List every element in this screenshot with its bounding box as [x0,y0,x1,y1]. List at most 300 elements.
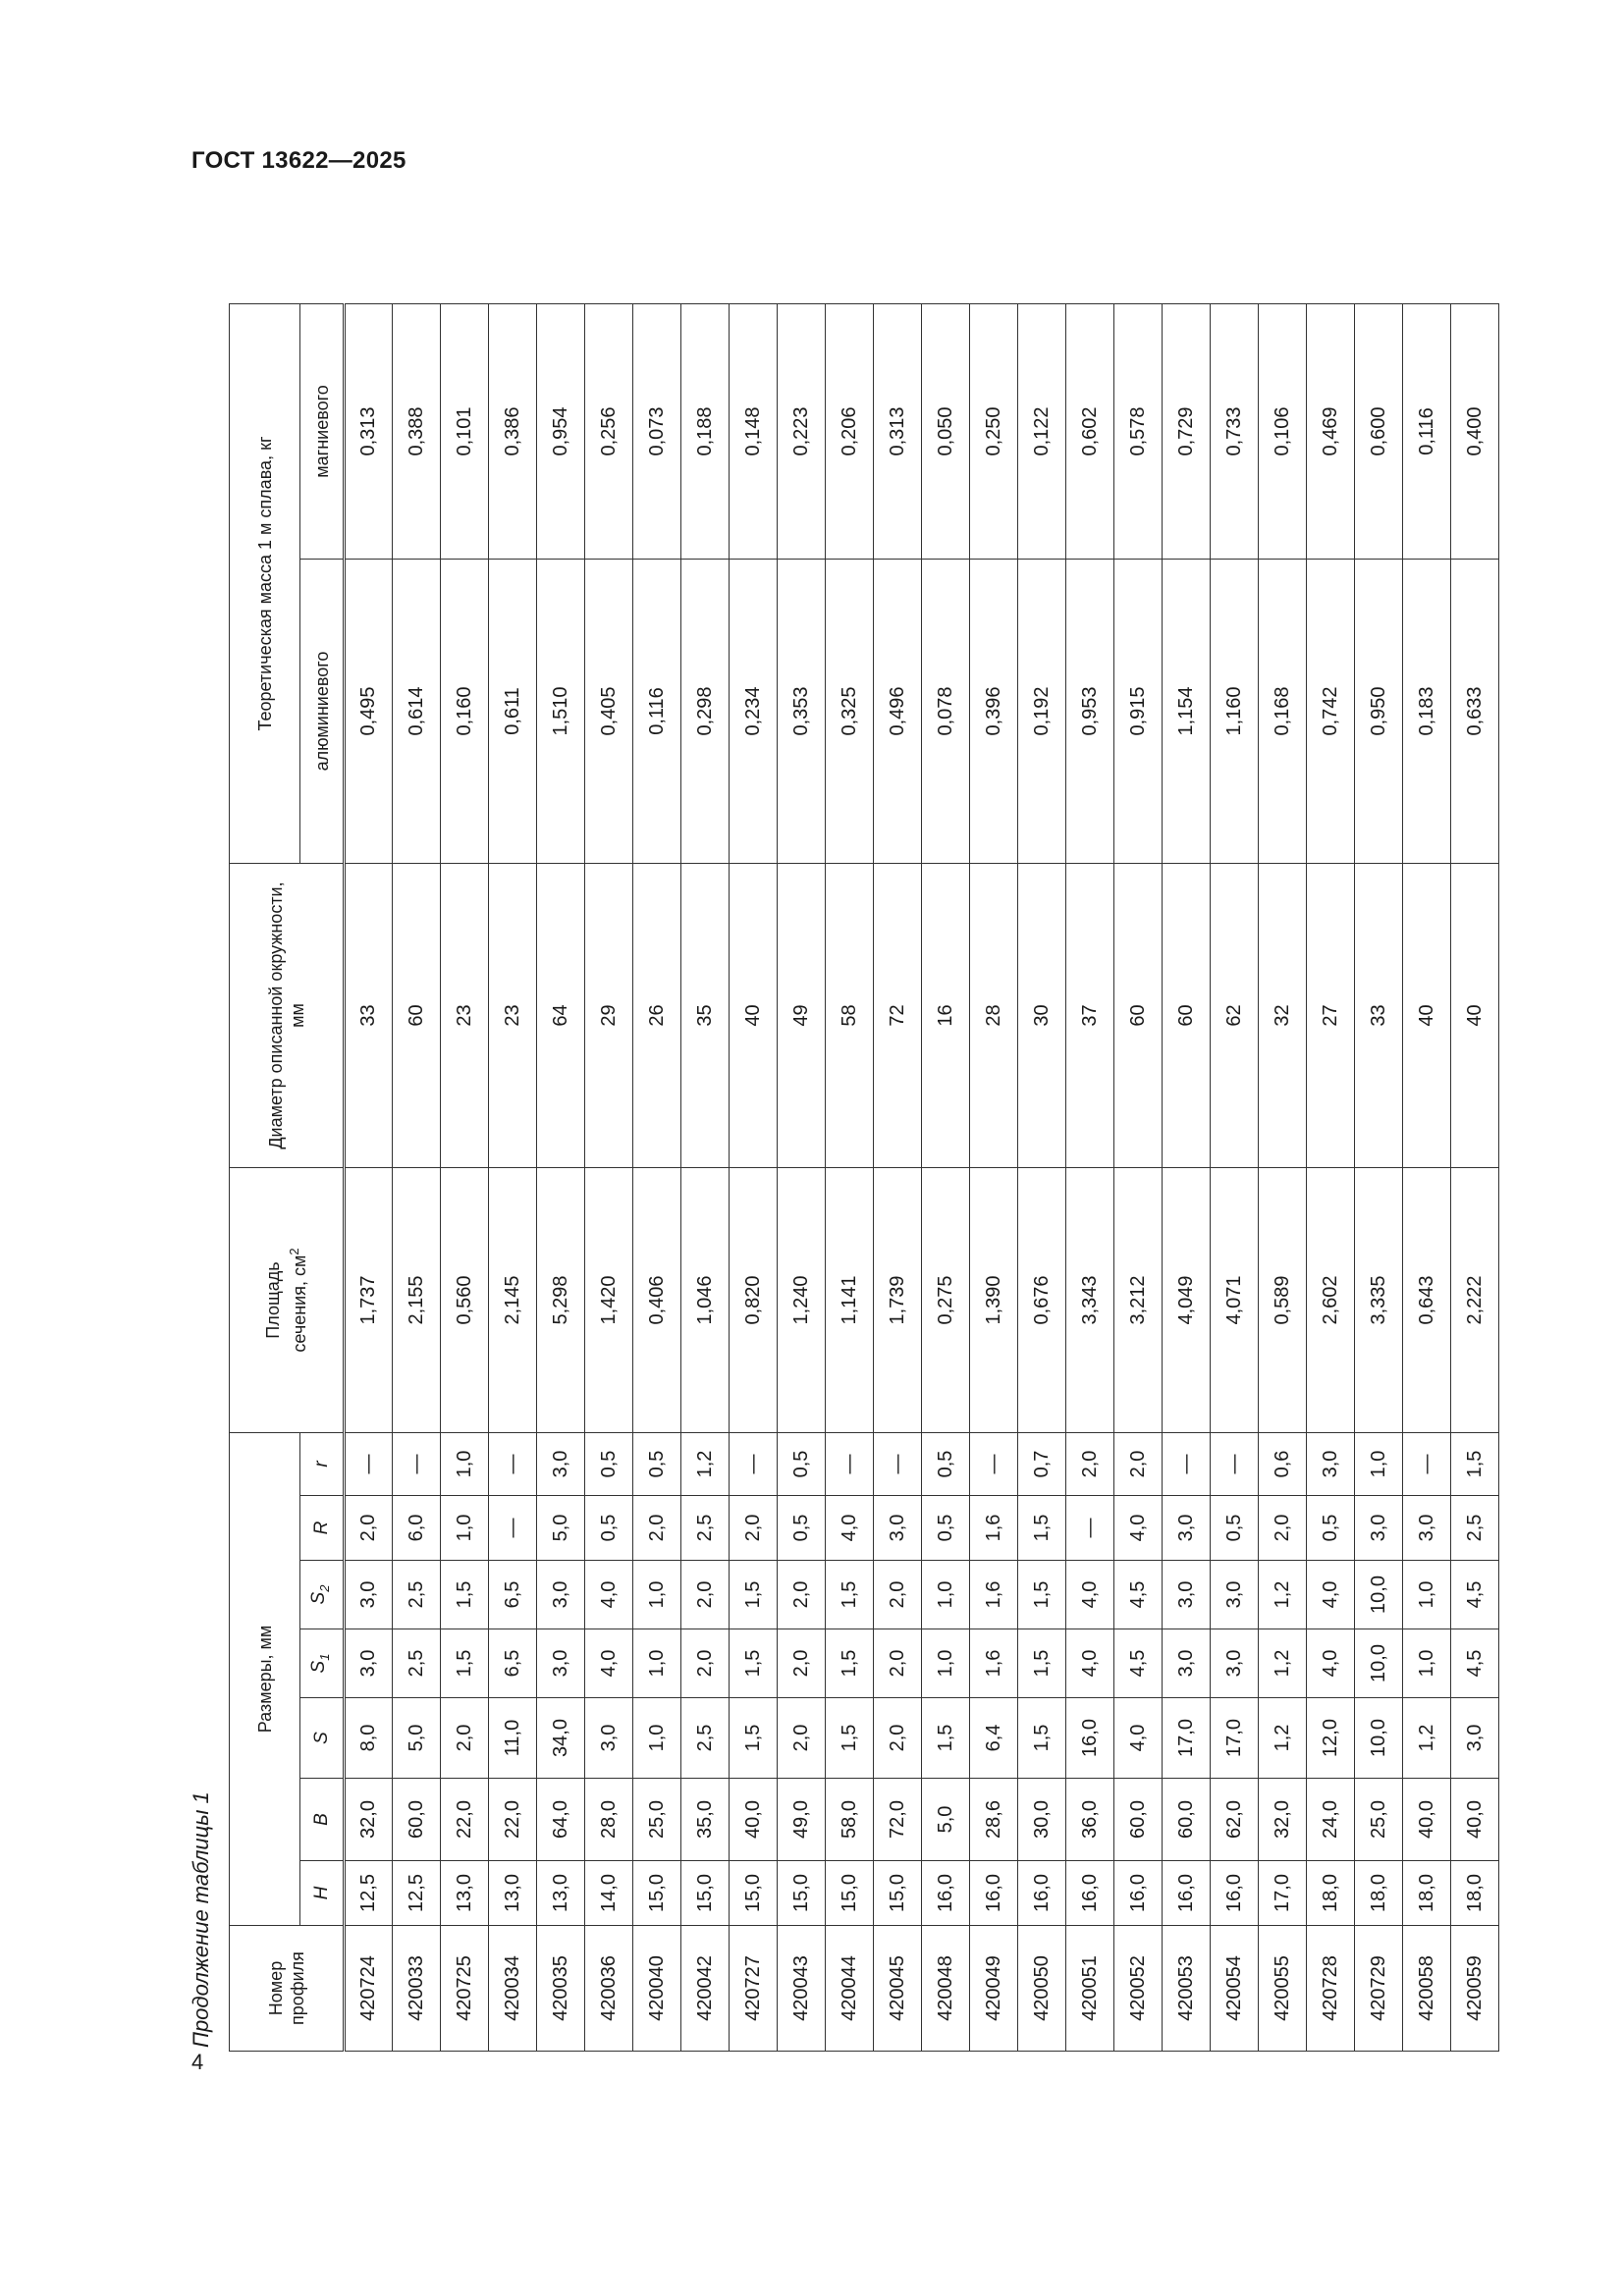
cell-S1: 2,0 [874,1629,922,1698]
cell-S2: 2,5 [393,1561,441,1629]
cell-S1: 4,5 [1451,1629,1499,1698]
cell-section-area: 2,145 [489,1168,537,1433]
table-row [1114,303,1163,2051]
cell-S2: 1,2 [1259,1561,1307,1629]
cell-mass-aluminum: 0,611 [489,560,537,864]
cell-S: 4,0 [1114,1698,1163,1779]
cell-mass-magnesium: 0,578 [1114,303,1163,559]
cell-S2: 1,5 [730,1561,778,1629]
cell-S: 2,0 [441,1698,489,1779]
cell-r: — [1211,1433,1259,1496]
cell-profile-number: 420051 [1066,1926,1114,2052]
cell-H: 15,0 [874,1861,922,1926]
cell-mass-aluminum: 0,742 [1307,560,1355,864]
cell-profile-number: 420036 [585,1926,633,2052]
cell-S1: 4,0 [1066,1629,1114,1698]
cell-profile-number: 420045 [874,1926,922,2052]
table-row [1403,303,1451,2051]
cell-section-area: 3,343 [1066,1168,1114,1433]
cell-R: 4,0 [826,1496,874,1561]
cell-profile-number: 420033 [393,1926,441,2052]
cell-R: 2,0 [345,1496,393,1561]
cell-profile-number: 420059 [1451,1926,1499,2052]
table-row [489,303,537,2051]
header-S2-base: S [307,1591,329,1605]
table-row [826,303,874,2051]
cell-r: 0,5 [585,1433,633,1496]
cell-R: 3,0 [1403,1496,1451,1561]
cell-section-area: 5,298 [537,1168,585,1433]
cell-S1: 4,0 [585,1629,633,1698]
cell-profile-number: 420043 [778,1926,826,2052]
cell-profile-number: 420049 [970,1926,1018,2052]
cell-diameter: 29 [585,864,633,1168]
cell-B: 5,0 [922,1779,970,1861]
cell-S: 17,0 [1163,1698,1211,1779]
cell-profile-number: 420044 [826,1926,874,2052]
cell-r: 0,5 [633,1433,681,1496]
cell-section-area: 0,275 [922,1168,970,1433]
table-row [874,303,922,2051]
table-row [1066,303,1114,2051]
cell-profile-number: 420035 [537,1926,585,2052]
cell-H: 13,0 [489,1861,537,1926]
cell-mass-magnesium: 0,101 [441,303,489,559]
cell-mass-aluminum: 0,915 [1114,560,1163,864]
table-row [730,303,778,2051]
cell-mass-aluminum: 0,234 [730,560,778,864]
cell-S2: 4,5 [1114,1561,1163,1629]
cell-section-area: 1,420 [585,1168,633,1433]
cell-S: 1,5 [826,1698,874,1779]
cell-mass-magnesium: 0,313 [345,303,393,559]
cell-H: 12,5 [393,1861,441,1926]
cell-S1: 1,0 [633,1629,681,1698]
header-aluminum: алюминиевого [300,560,345,864]
cell-H: 13,0 [537,1861,585,1926]
cell-S1: 4,0 [1307,1629,1355,1698]
cell-H: 16,0 [1114,1861,1163,1926]
cell-B: 28,0 [585,1779,633,1861]
cell-mass-magnesium: 0,386 [489,303,537,559]
cell-S2: 3,0 [345,1561,393,1629]
header-r: r [300,1433,345,1496]
cell-profile-number: 420727 [730,1926,778,2052]
cell-diameter: 23 [489,864,537,1168]
cell-diameter: 40 [1451,864,1499,1168]
cell-R: 0,5 [1307,1496,1355,1561]
table-row [633,303,681,2051]
cell-diameter: 40 [730,864,778,1168]
cell-profile-number: 420728 [1307,1926,1355,2052]
cell-S: 8,0 [345,1698,393,1779]
cell-profile-number: 420055 [1259,1926,1307,2052]
header-S2 [300,1561,345,1629]
cell-mass-aluminum: 0,078 [922,560,970,864]
cell-section-area: 0,643 [1403,1168,1451,1433]
cell-S2: 4,0 [585,1561,633,1629]
table-row [1451,303,1499,2051]
header-theoretical-mass: Теоретическая масса 1 м сплава, кг [230,303,300,863]
cell-profile-number: 420054 [1211,1926,1259,2052]
cell-B: 49,0 [778,1779,826,1861]
cell-S2: 1,0 [1403,1561,1451,1629]
cell-R: 1,6 [970,1496,1018,1561]
cell-diameter: 62 [1211,864,1259,1168]
cell-H: 15,0 [826,1861,874,1926]
cell-H: 18,0 [1451,1861,1499,1926]
header-area-line1: Площадь [263,1261,283,1339]
cell-diameter: 16 [922,864,970,1168]
cell-section-area: 2,222 [1451,1168,1499,1433]
cell-r: — [393,1433,441,1496]
cell-mass-aluminum: 1,154 [1163,560,1211,864]
profile-table [229,303,1499,2052]
cell-diameter: 58 [826,864,874,1168]
header-section-area [230,1168,345,1433]
cell-profile-number: 420053 [1163,1926,1211,2052]
cell-mass-magnesium: 0,388 [393,303,441,559]
cell-mass-magnesium: 0,206 [826,303,874,559]
cell-diameter: 33 [345,864,393,1168]
header-R: R [300,1496,345,1561]
cell-r: 3,0 [1307,1433,1355,1496]
cell-H: 18,0 [1307,1861,1355,1926]
cell-S1: 1,5 [826,1629,874,1698]
cell-S2: 3,0 [1211,1561,1259,1629]
table-row [441,303,489,2051]
header-B: B [300,1779,345,1861]
cell-mass-aluminum: 0,953 [1066,560,1114,864]
cell-S1: 1,0 [1403,1629,1451,1698]
cell-mass-aluminum: 0,192 [1018,560,1066,864]
cell-S: 3,0 [585,1698,633,1779]
cell-profile-number: 420052 [1114,1926,1163,2052]
cell-section-area: 4,049 [1163,1168,1211,1433]
cell-S: 16,0 [1066,1698,1114,1779]
cell-B: 40,0 [1403,1779,1451,1861]
cell-B: 62,0 [1211,1779,1259,1861]
header-dimensions: Размеры, мм [230,1433,300,1926]
cell-section-area: 1,046 [681,1168,730,1433]
cell-B: 22,0 [441,1779,489,1861]
cell-diameter: 23 [441,864,489,1168]
cell-R: 0,5 [778,1496,826,1561]
cell-H: 15,0 [633,1861,681,1926]
cell-S: 1,5 [922,1698,970,1779]
header-area-line2: сечения, см [290,1255,309,1353]
cell-section-area: 1,240 [778,1168,826,1433]
table-row [585,303,633,2051]
cell-r: 1,5 [1451,1433,1499,1496]
cell-S1: 1,5 [1018,1629,1066,1698]
cell-S2: 3,0 [1163,1561,1211,1629]
cell-S: 2,5 [681,1698,730,1779]
cell-S1: 1,0 [922,1629,970,1698]
cell-R: 2,0 [1259,1496,1307,1561]
cell-mass-aluminum: 0,405 [585,560,633,864]
cell-R: 2,5 [681,1496,730,1561]
cell-mass-aluminum: 0,633 [1451,560,1499,864]
cell-S1: 2,5 [393,1629,441,1698]
cell-r: 0,5 [922,1433,970,1496]
cell-profile-number: 420058 [1403,1926,1451,2052]
cell-H: 16,0 [1211,1861,1259,1926]
cell-R: 1,0 [441,1496,489,1561]
cell-S1: 1,5 [441,1629,489,1698]
cell-H: 18,0 [1355,1861,1403,1926]
cell-S1: 10,0 [1355,1629,1403,1698]
header-S1-sub: 1 [316,1653,332,1661]
cell-H: 18,0 [1403,1861,1451,1926]
cell-diameter: 72 [874,864,922,1168]
cell-B: 25,0 [633,1779,681,1861]
cell-R: 6,0 [393,1496,441,1561]
cell-S2: 6,5 [489,1561,537,1629]
cell-r: — [730,1433,778,1496]
table-row [1018,303,1066,2051]
cell-section-area: 1,737 [345,1168,393,1433]
cell-H: 15,0 [778,1861,826,1926]
cell-R: — [1066,1496,1114,1561]
cell-section-area: 1,141 [826,1168,874,1433]
cell-R: 3,0 [1355,1496,1403,1561]
cell-r: 1,0 [1355,1433,1403,1496]
cell-S1: 2,0 [681,1629,730,1698]
cell-section-area: 2,155 [393,1168,441,1433]
header-S: S [300,1698,345,1779]
cell-mass-magnesium: 0,733 [1211,303,1259,559]
cell-diameter: 60 [1114,864,1163,1168]
cell-S: 1,2 [1259,1698,1307,1779]
cell-diameter: 32 [1259,864,1307,1168]
cell-profile-number: 420050 [1018,1926,1066,2052]
cell-r: 1,2 [681,1433,730,1496]
cell-section-area: 4,071 [1211,1168,1259,1433]
cell-B: 32,0 [345,1779,393,1861]
cell-r: — [345,1433,393,1496]
table-row [1259,303,1307,2051]
cell-mass-magnesium: 0,073 [633,303,681,559]
cell-S2: 1,5 [441,1561,489,1629]
cell-mass-aluminum: 1,160 [1211,560,1259,864]
rotated-table-block [182,294,1486,2052]
cell-mass-magnesium: 0,729 [1163,303,1211,559]
cell-r: — [1403,1433,1451,1496]
cell-mass-magnesium: 0,600 [1355,303,1403,559]
cell-B: 58,0 [826,1779,874,1861]
cell-S2: 2,0 [778,1561,826,1629]
page-number: 4 [191,2050,204,2074]
cell-diameter: 30 [1018,864,1066,1168]
cell-mass-magnesium: 0,122 [1018,303,1066,559]
cell-profile-number: 420725 [441,1926,489,2052]
cell-B: 40,0 [1451,1779,1499,1861]
cell-R: 2,0 [633,1496,681,1561]
cell-H: 14,0 [585,1861,633,1926]
table-row [1355,303,1403,2051]
cell-B: 36,0 [1066,1779,1114,1861]
cell-S: 11,0 [489,1698,537,1779]
cell-S1: 6,5 [489,1629,537,1698]
cell-mass-magnesium: 0,256 [585,303,633,559]
cell-section-area: 0,406 [633,1168,681,1433]
cell-diameter: 40 [1403,864,1451,1168]
cell-R: — [489,1496,537,1561]
cell-B: 60,0 [393,1779,441,1861]
cell-mass-magnesium: 0,223 [778,303,826,559]
cell-mass-aluminum: 0,496 [874,560,922,864]
cell-section-area: 0,560 [441,1168,489,1433]
cell-S1: 1,6 [970,1629,1018,1698]
cell-S1: 4,5 [1114,1629,1163,1698]
cell-S: 34,0 [537,1698,585,1779]
cell-diameter: 49 [778,864,826,1168]
cell-S2: 1,0 [633,1561,681,1629]
cell-S: 1,5 [1018,1698,1066,1779]
cell-R: 0,5 [585,1496,633,1561]
table-row [1211,303,1259,2051]
cell-r: 2,0 [1066,1433,1114,1496]
cell-diameter: 33 [1355,864,1403,1168]
cell-B: 40,0 [730,1779,778,1861]
cell-r: — [1163,1433,1211,1496]
cell-H: 13,0 [441,1861,489,1926]
cell-section-area: 0,820 [730,1168,778,1433]
cell-section-area: 3,212 [1114,1168,1163,1433]
cell-mass-magnesium: 0,250 [970,303,1018,559]
cell-B: 64,0 [537,1779,585,1861]
cell-B: 32,0 [1259,1779,1307,1861]
header-circumscribed-diameter: Диаметр описанной окружности, мм [230,864,345,1168]
cell-B: 30,0 [1018,1779,1066,1861]
cell-B: 25,0 [1355,1779,1403,1861]
header-magnesium: магниевого [300,303,345,559]
cell-mass-aluminum: 0,116 [633,560,681,864]
cell-profile-number: 420048 [922,1926,970,2052]
header-S1 [300,1629,345,1698]
cell-S: 10,0 [1355,1698,1403,1779]
cell-S: 1,0 [633,1698,681,1779]
cell-diameter: 64 [537,864,585,1168]
cell-B: 24,0 [1307,1779,1355,1861]
cell-r: — [970,1433,1018,1496]
cell-S2: 2,0 [874,1561,922,1629]
cell-mass-magnesium: 0,116 [1403,303,1451,559]
cell-section-area: 3,335 [1355,1168,1403,1433]
cell-mass-magnesium: 0,602 [1066,303,1114,559]
cell-R: 2,5 [1451,1496,1499,1561]
cell-H: 16,0 [970,1861,1018,1926]
cell-mass-magnesium: 0,050 [922,303,970,559]
cell-mass-magnesium: 0,400 [1451,303,1499,559]
table-row [345,303,393,2051]
cell-R: 0,5 [922,1496,970,1561]
cell-H: 17,0 [1259,1861,1307,1926]
cell-R: 2,0 [730,1496,778,1561]
cell-section-area: 2,602 [1307,1168,1355,1433]
cell-mass-aluminum: 0,298 [681,560,730,864]
cell-r: 0,5 [778,1433,826,1496]
cell-r: 1,0 [441,1433,489,1496]
cell-diameter: 26 [633,864,681,1168]
cell-mass-magnesium: 0,954 [537,303,585,559]
cell-diameter: 28 [970,864,1018,1168]
cell-profile-number: 420724 [345,1926,393,2052]
table-row [970,303,1018,2051]
cell-profile-number: 420042 [681,1926,730,2052]
cell-mass-aluminum: 0,495 [345,560,393,864]
cell-S: 5,0 [393,1698,441,1779]
table-row [1307,303,1355,2051]
cell-profile-number: 420034 [489,1926,537,2052]
cell-B: 22,0 [489,1779,537,1861]
cell-S: 6,4 [970,1698,1018,1779]
cell-mass-aluminum: 0,325 [826,560,874,864]
cell-S1: 1,5 [730,1629,778,1698]
cell-r: — [826,1433,874,1496]
cell-mass-aluminum: 0,160 [441,560,489,864]
cell-profile-number: 420040 [633,1926,681,2052]
cell-S: 17,0 [1211,1698,1259,1779]
table-row [393,303,441,2051]
cell-S1: 3,0 [537,1629,585,1698]
cell-S2: 3,0 [537,1561,585,1629]
cell-B: 35,0 [681,1779,730,1861]
cell-H: 16,0 [1163,1861,1211,1926]
cell-section-area: 1,390 [970,1168,1018,1433]
cell-profile-number: 420729 [1355,1926,1403,2052]
cell-H: 15,0 [681,1861,730,1926]
cell-mass-magnesium: 0,148 [730,303,778,559]
cell-R: 3,0 [874,1496,922,1561]
table-row [922,303,970,2051]
cell-S: 1,2 [1403,1698,1451,1779]
table-row [778,303,826,2051]
cell-R: 4,0 [1114,1496,1163,1561]
cell-R: 0,5 [1211,1496,1259,1561]
table-row [681,303,730,2051]
cell-S2: 4,0 [1307,1561,1355,1629]
cell-S: 3,0 [1451,1698,1499,1779]
cell-r: 3,0 [537,1433,585,1496]
cell-S2: 1,5 [1018,1561,1066,1629]
cell-B: 60,0 [1163,1779,1211,1861]
table-caption: Продолжение таблицы 1 [189,1791,213,2048]
cell-r: 0,7 [1018,1433,1066,1496]
cell-R: 5,0 [537,1496,585,1561]
document-header: ГОСТ 13622—2025 [191,147,406,174]
cell-S2: 1,5 [826,1561,874,1629]
table-row [1163,303,1211,2051]
cell-mass-aluminum: 0,183 [1403,560,1451,864]
cell-S1: 3,0 [1163,1629,1211,1698]
cell-section-area: 0,676 [1018,1168,1066,1433]
cell-mass-aluminum: 0,950 [1355,560,1403,864]
cell-r: 2,0 [1114,1433,1163,1496]
cell-mass-aluminum: 0,614 [393,560,441,864]
table-body [345,303,1499,2051]
cell-mass-aluminum: 0,168 [1259,560,1307,864]
cell-mass-magnesium: 0,188 [681,303,730,559]
cell-S2: 1,0 [922,1561,970,1629]
cell-H: 16,0 [1018,1861,1066,1926]
cell-S2: 1,6 [970,1561,1018,1629]
cell-S1: 3,0 [345,1629,393,1698]
cell-diameter: 27 [1307,864,1355,1168]
cell-diameter: 35 [681,864,730,1168]
header-S2-sub: 2 [316,1584,332,1592]
